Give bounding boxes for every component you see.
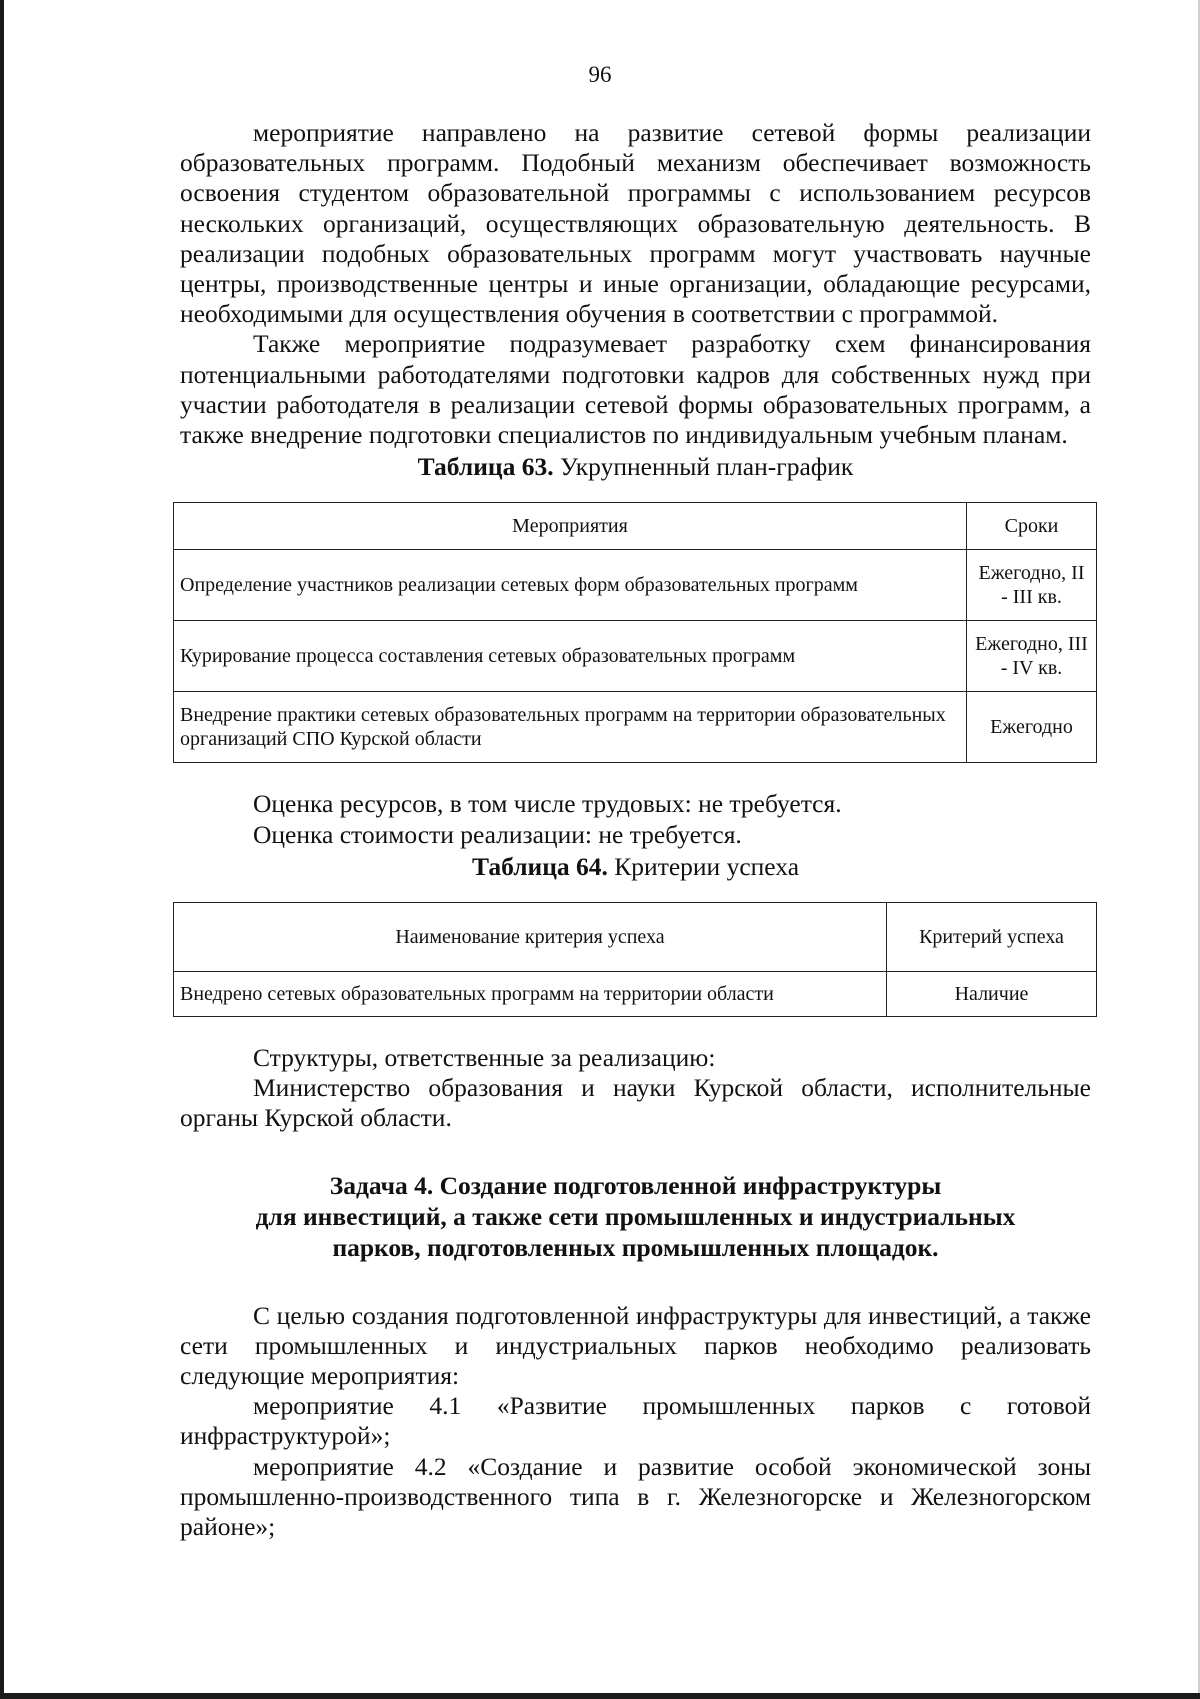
table64-caption-number: Таблица 64.	[471, 851, 608, 881]
table63-caption-number: Таблица 63.	[417, 452, 554, 482]
table63-schedule	[173, 502, 1097, 763]
table64-header-criterion-name: Наименование критерия успеха	[174, 903, 887, 972]
table63-header-row	[174, 503, 1097, 550]
task-4-heading-line-3: парков, подготовленных промышленных площадок.	[332, 1232, 939, 1262]
resource-estimates	[180, 789, 1091, 849]
table63-caption	[180, 452, 1091, 482]
table64-caption	[180, 852, 1091, 882]
task-4-body	[180, 1301, 1091, 1543]
table-row	[174, 692, 1097, 763]
table64-success-criteria	[173, 902, 1097, 1017]
task-4-activity-4-1: мероприятие 4.1 «Развитие промышленных парков с готовой инфраструктурой»;	[180, 1391, 1091, 1451]
table64-cell-criterion: Внедрено сетевых образовательных программ на территории области	[174, 972, 887, 1017]
task-4-heading-line-1: Задача 4. Создание подготовленной инфраструктуры	[329, 1170, 942, 1200]
document-body	[180, 118, 1091, 1542]
task-4-heading	[180, 1170, 1091, 1263]
responsible-bodies: Министерство образования и науки Курской области, исполнительные органы Курской области.	[180, 1073, 1091, 1133]
table-row	[174, 621, 1097, 692]
table-row	[174, 972, 1097, 1017]
intro-paragraph-1: мероприятие направлено на развитие сетевой формы реализации образовательных программ. Подобный механизм обеспечивает возможность освоения студентом образовательной программы с использованием ресурсов нескольких организаций, осуществляющих образовательную деятельность. В реализации подобных образовательных программ могут участвовать научные центры, производственные центры и иные организации, обладающие ресурсами, необходимыми для осуществления обучения в соответствии с программой.	[180, 118, 1091, 329]
table63-caption-title: Укрупненный план-график	[553, 452, 854, 482]
table63-cell-activity: Внедрение практики сетевых образовательных программ на территории образовательных организаций СПО Курской области	[174, 692, 967, 763]
table64-caption-title: Критерии успеха	[607, 851, 800, 881]
resource-estimate-cost: Оценка стоимости реализации: не требуется.	[253, 819, 742, 849]
scan-edge-bottom	[0, 1693, 1200, 1699]
scan-edge-left	[0, 0, 4, 1699]
table63-cell-term: Ежегодно	[967, 692, 1097, 763]
table64-header-criterion: Критерий успеха	[887, 903, 1097, 972]
table63-cell-term: Ежегодно, III - IV кв.	[967, 621, 1097, 692]
task-4-intro-paragraph: С целью создания подготовленной инфраструктуры для инвестиций, а также сети промышленных и индустриальных парков необходимо реализовать следующие мероприятия:	[180, 1300, 1091, 1391]
table64-cell-value: Наличие	[887, 972, 1097, 1017]
table63-header-activities: Мероприятия	[174, 503, 967, 550]
table63-cell-activity: Курирование процесса составления сетевых образовательных программ	[174, 621, 967, 692]
table63-header-terms: Сроки	[967, 503, 1097, 550]
table64-header-row	[174, 903, 1097, 972]
responsible-structures	[180, 1043, 1091, 1134]
table63-cell-term: Ежегодно, II - III кв.	[967, 550, 1097, 621]
responsible-label: Структуры, ответственные за реализацию:	[253, 1043, 716, 1073]
resource-estimate-labor: Оценка ресурсов, в том числе трудовых: не требуется.	[253, 789, 842, 819]
task-4-heading-line-2: для инвестиций, а также сети промышленных и индустриальных	[255, 1201, 1016, 1231]
task-4-activity-4-2: мероприятие 4.2 «Создание и развитие особой экономической зоны промышленно-производственного типа в г. Железногорске и Железногорском районе»;	[180, 1451, 1091, 1542]
intro-paragraph-2: Также мероприятие подразумевает разработку схем финансирования потенциальными работодателями подготовки кадров для собственных нужд при участии работодателя в реализации сетевой формы образовательных программ, а также внедрение подготовки специалистов по индивидуальным учебным планам.	[180, 329, 1091, 450]
page-number: 96	[588, 62, 612, 87]
table-row	[174, 550, 1097, 621]
table63-cell-activity: Определение участников реализации сетевых форм образовательных программ	[174, 550, 967, 621]
